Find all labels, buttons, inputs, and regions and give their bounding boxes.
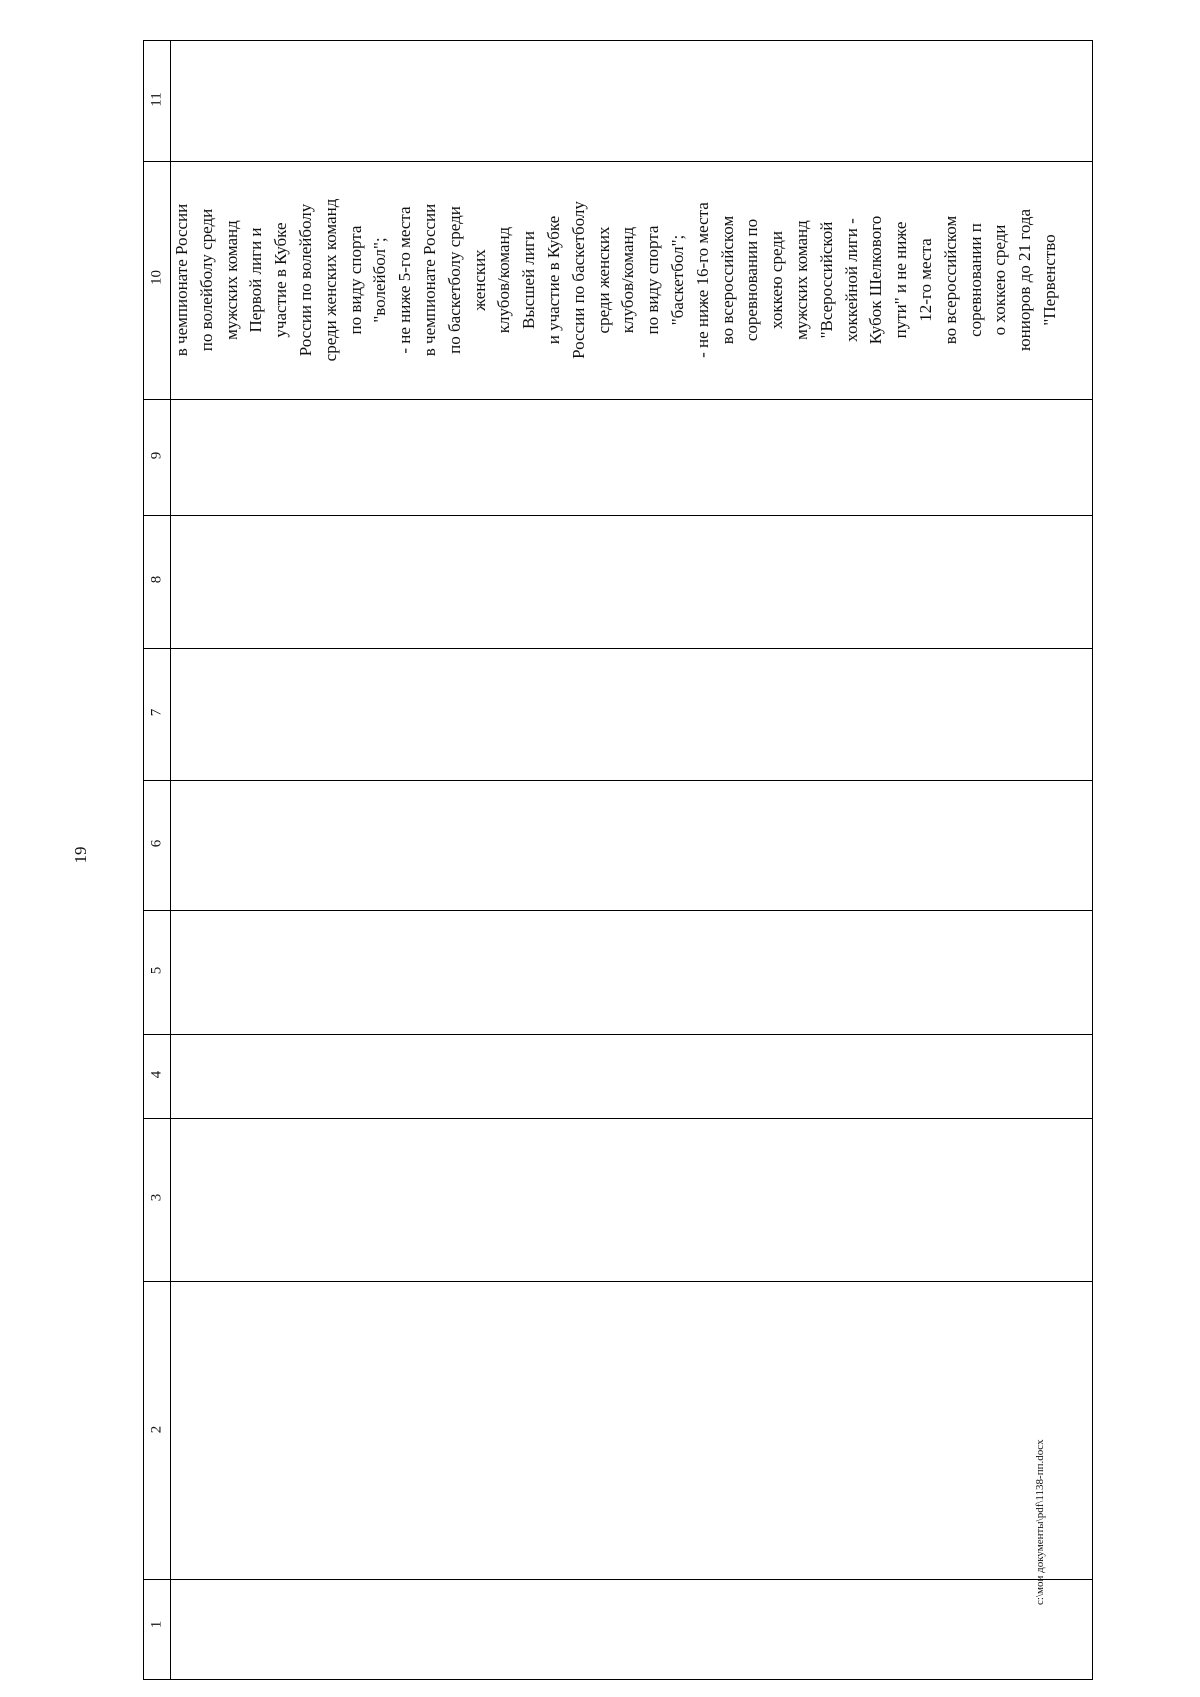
text-line: юниоров до 21 года [1015,208,1035,352]
text-line: "Первенство [1039,234,1059,326]
text-line: среди женских команд [320,198,340,362]
text-line: клубов/команд [618,226,638,334]
text-line: по виду спорта [643,225,663,335]
column-10-cell [170,161,1092,399]
text-line: среди женских [593,226,613,334]
rotated-table [143,40,1093,1680]
text-line: соревновании по [742,218,762,342]
column-number-2: 2 [148,1425,165,1434]
text-line: соревновании п [965,223,985,337]
column-number-8: 8 [148,575,165,584]
text-line: клубов/команд [494,226,514,334]
text-line: Кубок Шелкового [866,215,886,345]
column-10-text [170,161,1092,399]
page-number: 19 [71,846,90,864]
col-border [144,780,1092,781]
text-line: Первой лиги и [246,227,266,333]
column-number-7: 7 [148,708,165,717]
column-number-11: 11 [148,92,165,107]
text-line: во всероссийском [940,215,960,345]
text-line: мужских команд [221,220,241,340]
column-number-1: 1 [148,1620,165,1629]
text-line: 12-го места [915,238,935,322]
column-number-6: 6 [148,839,165,848]
text-line: хоккейной лиги - [841,218,861,342]
text-line: по виду спорта [345,225,365,335]
col-border [144,1281,1092,1282]
col-border [144,1579,1092,1580]
column-number-10: 10 [148,270,165,285]
text-line: - не ниже 16-го места [692,202,712,358]
text-line: хоккею среди [767,230,787,330]
text-line: и участие в Кубке [543,215,563,345]
text-line: России по баскетболу [568,201,588,359]
text-line: о хоккею среди [990,224,1010,336]
footer-file-path: c:\мои документы\pdf\1138-пп.docx [1034,1439,1046,1605]
text-line: в чемпионате России [419,203,439,357]
col-border [144,515,1092,516]
text-line: "баскетбол"; [667,234,687,326]
column-number-9: 9 [148,451,165,460]
text-line: по волейболу среди [196,208,216,352]
col-border [144,648,1092,649]
text-line: Высшей лиги [519,231,539,329]
col-border [144,1118,1092,1119]
col-border [144,910,1092,911]
column-number-5: 5 [148,966,165,975]
text-line: в чемпионате России [172,203,191,357]
text-line: по баскетболу среди [444,206,464,354]
text-line: женских [469,249,489,311]
column-number-4: 4 [148,1070,165,1079]
text-line: России по волейболу [295,203,315,357]
col-border [144,1034,1092,1035]
text-line: участие в Кубке [271,222,291,338]
text-line: во всероссийском [717,215,737,345]
col-border [144,399,1092,400]
text-line: мужских команд [791,220,811,340]
text-line: "Всероссийской [816,221,836,339]
text-line: пути" и не ниже [891,221,911,339]
column-number-3: 3 [148,1193,165,1202]
text-line: "волейбол"; [370,237,390,323]
text-line: - не ниже 5-го места [395,206,415,354]
